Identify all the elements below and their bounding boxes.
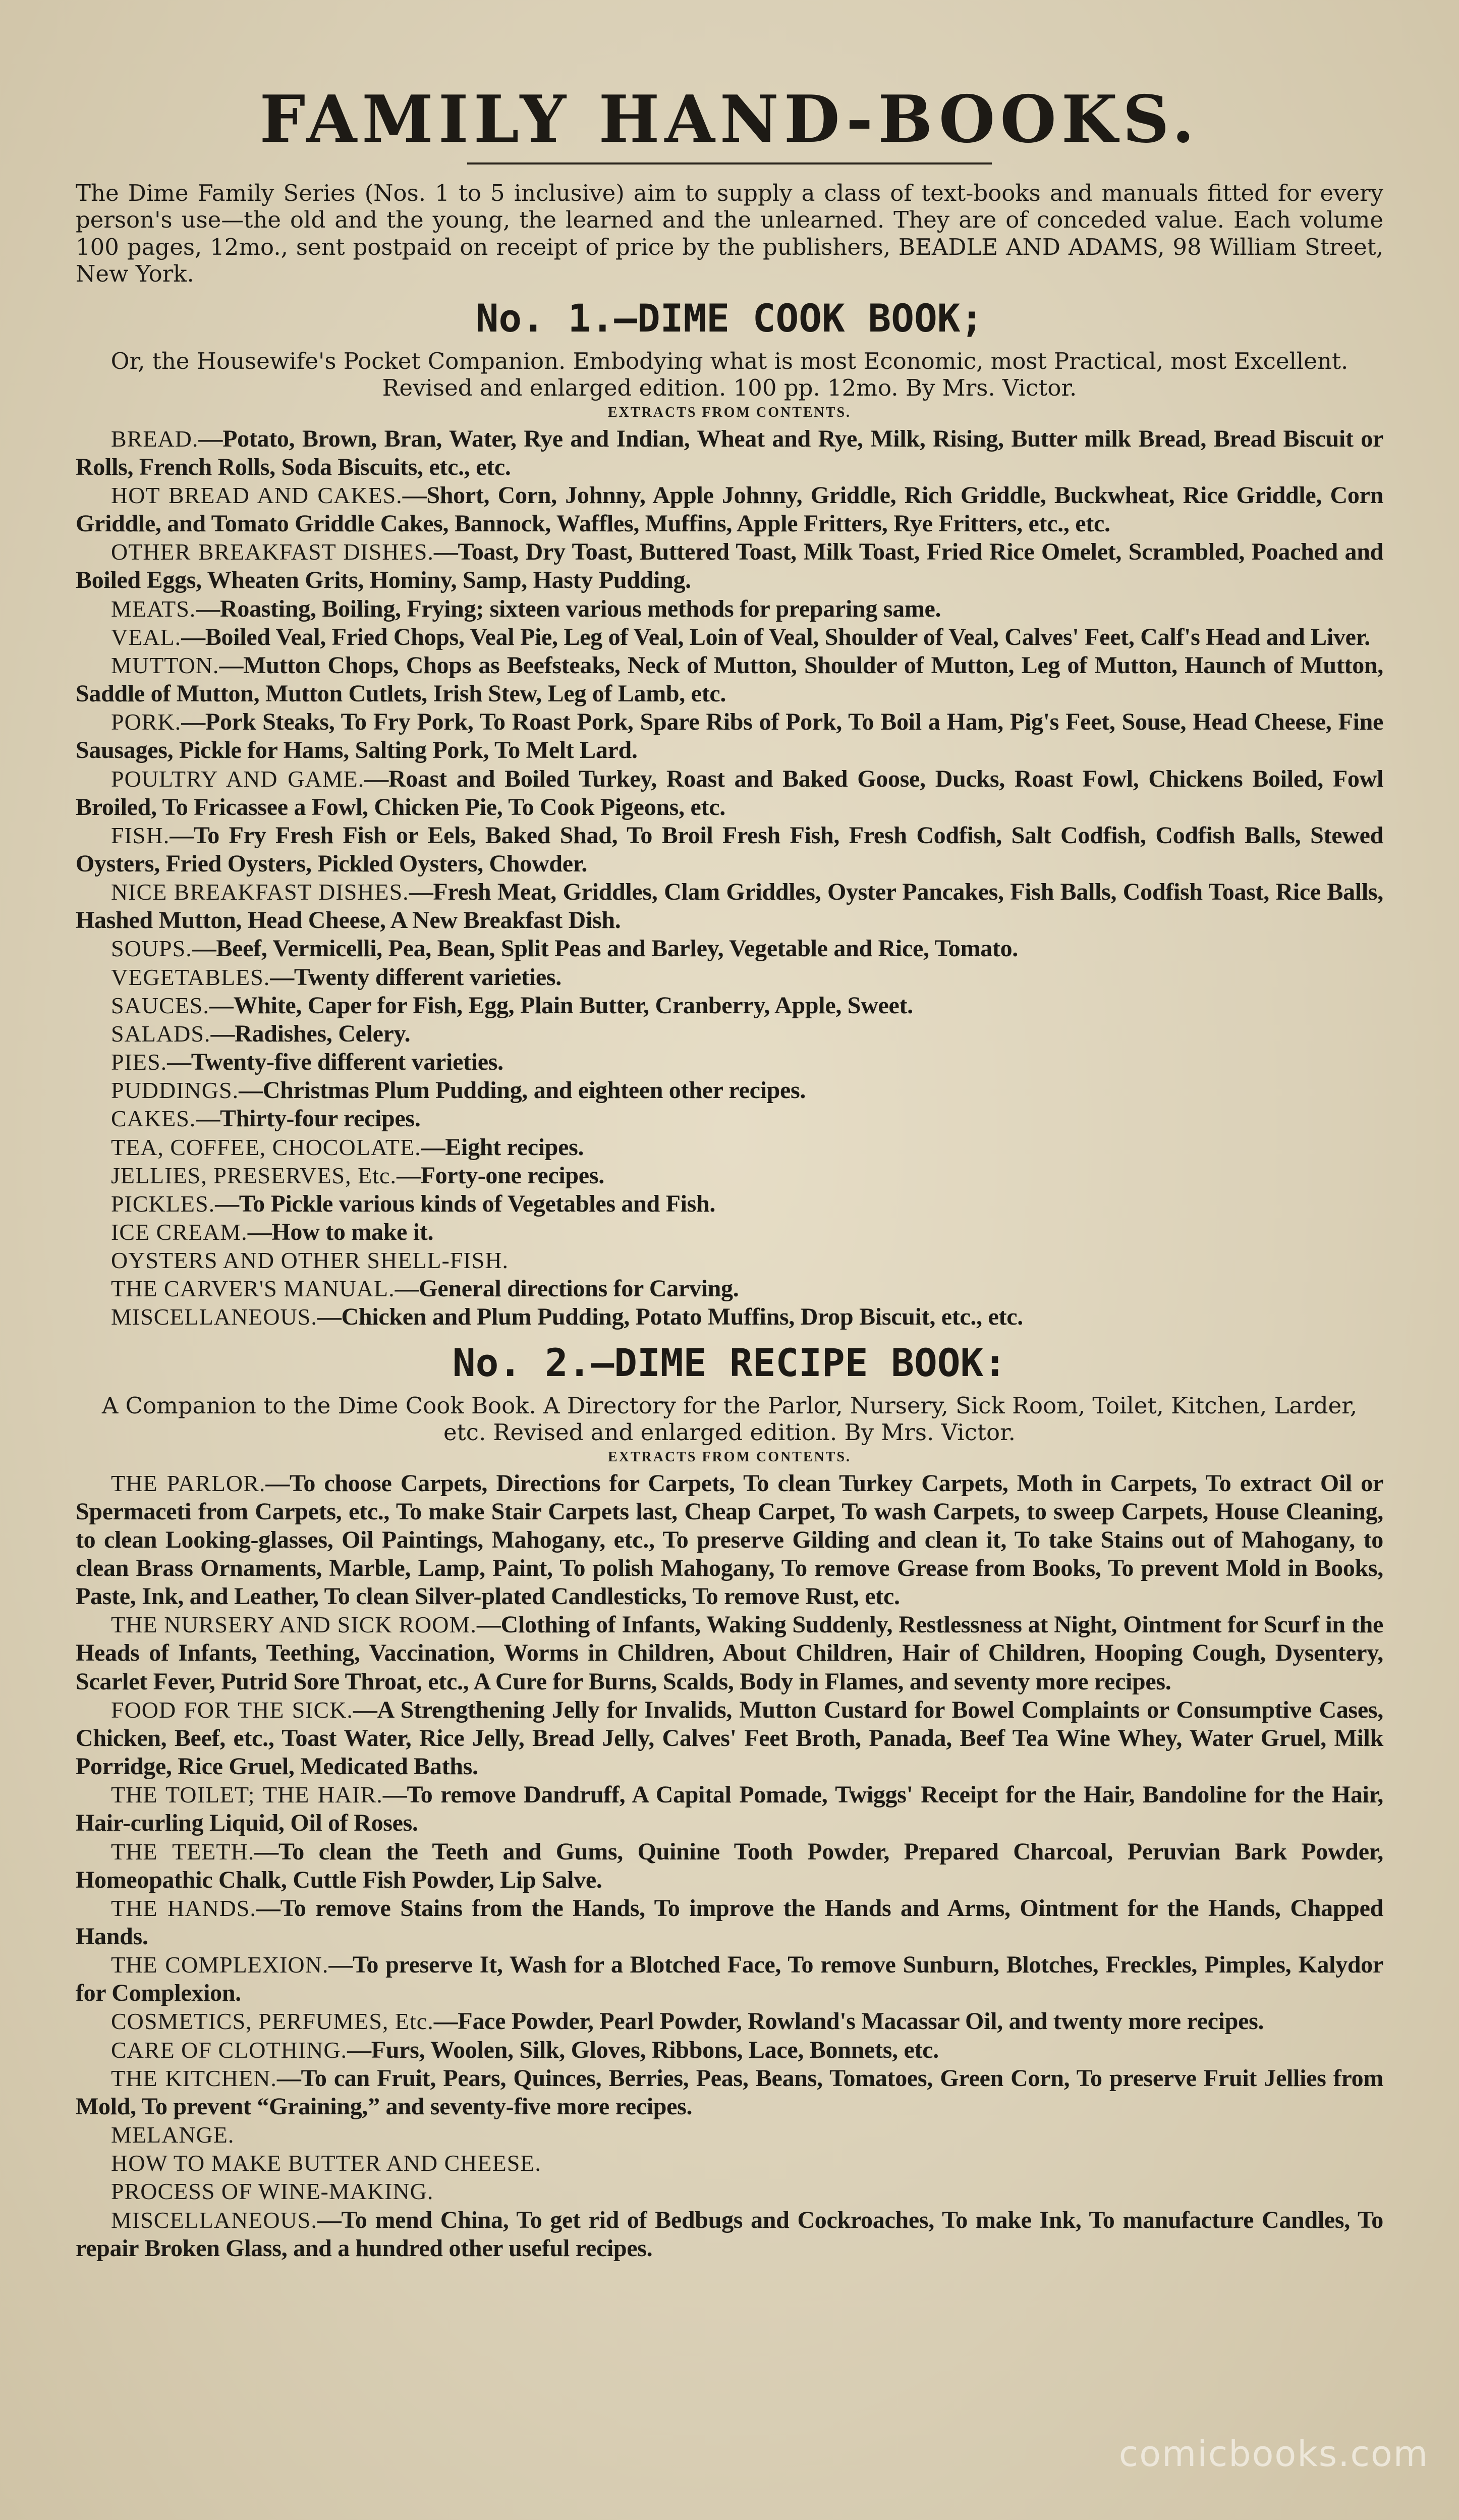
entry-heading: PUDDINGS. bbox=[111, 1077, 239, 1104]
book-subtitle: Or, the Housewife's Pocket Companion. Embodying what is most Economic, most Practical, most Excellent. Revised and enlarged edition. 100 pp. 12mo. By Mrs. Victor. bbox=[110, 348, 1349, 401]
entry-body: —Short, Corn, Johnny, Apple Johnny, Griddle, Rich Griddle, Buckwheat, Rice Griddle, Corn Griddle, and Tomato Griddle Cakes, Bannock, Waffles, Muffins, Apple Fritters, Rye Fritters, etc., etc. bbox=[76, 481, 1383, 537]
entry-heading: PICKLES. bbox=[111, 1190, 215, 1217]
entry-body: —Face Powder, Pearl Powder, Rowland's Macassar Oil, and twenty more recipes. bbox=[433, 2008, 1264, 2035]
list-item bbox=[76, 1162, 1383, 1190]
contents-list bbox=[76, 1469, 1383, 2263]
entry-body: —Radishes, Celery. bbox=[210, 1020, 411, 1047]
entry-body: —A Strengthening Jelly for Invalids, Mutton Custard for Bowel Complaints or Consumptive Cases, Chicken, Beef, etc., Toast Water, Rice Jelly, Bread Jelly, Calves' Feet Broth, Panada, Beef Tea Wine Whey, Water Gruel, Milk Porridge, Rice Gruel, Medicated Baths. bbox=[76, 1696, 1383, 1780]
entry-heading: JELLIES, PRESERVES, Etc. bbox=[111, 1162, 397, 1188]
entry-body: —To can Fruit, Pears, Quinces, Berries, Peas, Beans, Tomatoes, Green Corn, To preserve Fruit Jellies from Mold, To prevent “Graining,” and seventy-five more recipes. bbox=[76, 2064, 1383, 2120]
list-item bbox=[76, 1275, 1383, 1303]
entry-body: —Roast and Boiled Turkey, Roast and Baked Goose, Ducks, Roast Fowl, Chickens Boiled, Fowl Broiled, To Fricassee a Fowl, Chicken Pie, To Cook Pigeons, etc. bbox=[76, 765, 1383, 820]
entry-body: —Toast, Dry Toast, Buttered Toast, Milk Toast, Fried Rice Omelet, Scrambled, Poached and Boiled Eggs, Wheaten Grits, Hominy, Samp, Hasty Pudding. bbox=[76, 538, 1383, 594]
entry-body: —Fresh Meat, Griddles, Clam Griddles, Oyster Pancakes, Fish Balls, Codfish Toast, Rice Balls, Hashed Mutton, Head Cheese, A New Breakfast Dish. bbox=[76, 879, 1383, 934]
entry-heading: MEATS. bbox=[111, 595, 196, 622]
list-item bbox=[76, 1218, 1383, 1246]
entry-heading: SALADS. bbox=[111, 1020, 211, 1047]
entry-body: —To Fry Fresh Fish or Eels, Baked Shad, To Broil Fresh Fish, Fresh Codfish, Salt Codfish, Codfish Balls, Stewed Oysters, Fried Oysters, Pickled Oysters, Chowder. bbox=[76, 821, 1383, 877]
entry-body: —General directions for Carving. bbox=[395, 1275, 739, 1302]
entry-heading: MUTTON. bbox=[111, 652, 219, 678]
entry-heading: FISH. bbox=[111, 822, 170, 848]
list-item bbox=[76, 2036, 1383, 2064]
list-item bbox=[76, 1696, 1383, 1781]
entry-body: —To mend China, To get rid of Bedbugs and Cockroaches, To make Ink, To manufacture Candles, To repair Broken Glass, and a hundred other useful recipes. bbox=[76, 2206, 1383, 2262]
book-2-section bbox=[76, 1342, 1383, 2263]
entry-heading: SAUCES. bbox=[111, 992, 209, 1018]
list-item bbox=[76, 538, 1383, 594]
entry-heading: VEAL. bbox=[111, 624, 182, 650]
entry-heading: OTHER BREAKFAST DISHES. bbox=[111, 539, 434, 565]
book-1-section bbox=[76, 297, 1383, 1332]
entry-heading: HOT BREAD AND CAKES. bbox=[111, 482, 403, 508]
entry-body: —Forty-one recipes. bbox=[396, 1162, 604, 1189]
entry-heading: THE TEETH. bbox=[111, 1838, 255, 1865]
entry-body: —To clean the Teeth and Gums, Quinine Tooth Powder, Prepared Charcoal, Peruvian Bark Powder, Homeopathic Chalk, Cuttle Fish Powder, Lip Salve. bbox=[76, 1838, 1383, 1893]
intro-paragraph: The Dime Family Series (Nos. 1 to 5 inclusive) aim to supply a class of text-books and manuals fitted for every person's use—the old and the young, the learned and the unlearned. They are of conceded value. Each volume 100 pages, 12mo., sent postpaid on receipt of price by the publishers, BEADLE AND ADAMS, 98 William Street, New York. bbox=[76, 180, 1383, 287]
entry-body: —Twenty different varieties. bbox=[270, 963, 562, 991]
entry-heading: THE TOILET; THE HAIR. bbox=[111, 1782, 383, 1808]
list-item bbox=[76, 2121, 1383, 2149]
list-item bbox=[76, 878, 1383, 935]
entry-body: —How to make it. bbox=[247, 1219, 434, 1246]
book-title: No. 2.—DIME RECIPE BOOK: bbox=[452, 1340, 1007, 1385]
list-item bbox=[76, 1838, 1383, 1894]
entry-heading: VEGETABLES. bbox=[111, 964, 270, 990]
page-title: FAMILY HAND-BOOKS. bbox=[259, 82, 1200, 157]
entry-heading: POULTRY AND GAME. bbox=[111, 765, 365, 792]
entry-body: —To choose Carpets, Directions for Carpets, To clean Turkey Carpets, Moth in Carpets, To extract Oil or Spermaceti from Carpets, etc., To make Stair Carpets last, Cheap Carpet, To wash Carpets, to sweep Carpets, House Cleaning, to clean Looking-glasses, Oil Paintings, Mahogany, etc., To preserve Gilding and clean it, To take Stains out of Mahogany, to clean Brass Ornaments, Marble, Lamp, Paint, To polish Mahogany, To remove Grease from Books, To prevent Mold in Books, Paste, Ink, and Leather, To clean Silver-plated Candlesticks, To remove Rust, etc. bbox=[76, 1469, 1384, 1610]
list-item bbox=[76, 708, 1383, 764]
entry-body: —Roasting, Boiling, Frying; sixteen various methods for preparing same. bbox=[196, 595, 941, 622]
title-rule bbox=[467, 162, 992, 165]
entry-body: —Chicken and Plum Pudding, Potato Muffins, Drop Biscuit, etc., etc. bbox=[317, 1303, 1023, 1331]
list-item bbox=[76, 1781, 1383, 1837]
entry-heading: FOOD FOR THE SICK. bbox=[111, 1696, 353, 1723]
entry-heading: PORK. bbox=[111, 709, 182, 735]
entry-body: —Boiled Veal, Fried Chops, Veal Pie, Leg of Veal, Loin of Veal, Shoulder of Veal, Calves' Feet, Calf's Head and Liver. bbox=[181, 623, 1370, 650]
list-item bbox=[76, 1048, 1383, 1076]
entry-heading: PROCESS OF WINE-MAKING. bbox=[111, 2178, 434, 2205]
book-subtitle: A Companion to the Dime Cook Book. A Directory for the Parlor, Nursery, Sick Room, Toilet, Kitchen, Larder, etc. Revised and enlarged edition. By Mrs. Victor. bbox=[101, 1392, 1358, 1446]
list-item bbox=[76, 2064, 1383, 2121]
list-item bbox=[76, 1303, 1383, 1331]
entry-body: —White, Caper for Fish, Egg, Plain Butter, Cranberry, Apple, Sweet. bbox=[209, 992, 913, 1019]
entry-heading: CAKES. bbox=[111, 1106, 196, 1132]
entry-heading: THE PARLOR. bbox=[111, 1470, 266, 1496]
contents-list bbox=[76, 425, 1383, 1332]
entry-body: —Beef, Vermicelli, Pea, Bean, Split Peas and Barley, Vegetable and Rice, Tomato. bbox=[192, 935, 1018, 962]
list-item bbox=[76, 1246, 1383, 1275]
entry-heading: THE HANDS. bbox=[111, 1895, 256, 1921]
list-item bbox=[76, 1894, 1383, 1951]
entry-body: —To Pickle various kinds of Vegetables and Fish. bbox=[215, 1190, 716, 1217]
extracts-label: EXTRACTS FROM CONTENTS. bbox=[607, 404, 852, 420]
list-item bbox=[76, 992, 1383, 1020]
entry-heading: MISCELLANEOUS. bbox=[111, 1304, 317, 1330]
list-item bbox=[76, 1190, 1383, 1218]
entry-heading: COSMETICS, PERFUMES, Etc. bbox=[111, 2008, 434, 2035]
list-item bbox=[76, 623, 1383, 651]
entry-heading: THE CARVER'S MANUAL. bbox=[111, 1276, 395, 1302]
entry-heading: THE COMPLEXION. bbox=[111, 1952, 329, 1978]
list-item bbox=[76, 2177, 1383, 2206]
entry-body: —Twenty-five different varieties. bbox=[167, 1049, 503, 1076]
list-item bbox=[76, 821, 1383, 878]
entry-heading: OYSTERS AND OTHER SHELL-FISH. bbox=[111, 1247, 509, 1274]
entry-heading: BREAD. bbox=[111, 425, 199, 452]
list-item bbox=[76, 2007, 1383, 2036]
entry-heading: SOUPS. bbox=[111, 936, 192, 962]
entry-body: —Potato, Brown, Bran, Water, Rye and Indian, Wheat and Rye, Milk, Rising, Butter milk Bread, Bread Biscuit or Rolls, French Rolls, Soda Biscuits, etc., etc. bbox=[76, 425, 1383, 480]
list-item bbox=[76, 1020, 1383, 1048]
list-item bbox=[76, 425, 1383, 481]
entry-heading: MISCELLANEOUS. bbox=[111, 2207, 317, 2233]
list-item bbox=[76, 595, 1383, 623]
list-item bbox=[76, 765, 1383, 821]
entry-heading: PIES. bbox=[111, 1049, 167, 1075]
list-item bbox=[76, 651, 1383, 708]
list-item bbox=[76, 963, 1383, 992]
list-item bbox=[76, 1611, 1383, 1695]
entry-body: —Thirty-four recipes. bbox=[196, 1105, 421, 1132]
entry-body: —Christmas Plum Pudding, and eighteen other recipes. bbox=[239, 1077, 806, 1104]
entry-body: —Clothing of Infants, Waking Suddenly, Restlessness at Night, Ointment for Scurf in the Heads of Infants, Teething, Vaccination, Worms in Children, About Children, Hair of Children, Hooping Cough, Dysentery, Scarlet Fever, Putrid Sore Throat, etc., A Cure for Burns, Scalds, Body in Flames, and seventy more recipes. bbox=[76, 1611, 1383, 1695]
list-item bbox=[76, 1133, 1383, 1162]
list-item bbox=[76, 1469, 1383, 1611]
entry-heading: HOW TO MAKE BUTTER AND CHEESE. bbox=[111, 2150, 541, 2176]
entry-body: —To remove Dandruff, A Capital Pomade, Twiggs' Receipt for the Hair, Bandoline for the Hair, Hair-curling Liquid, Oil of Roses. bbox=[76, 1781, 1383, 1837]
list-item bbox=[76, 481, 1383, 538]
entry-body: —Eight recipes. bbox=[421, 1133, 584, 1161]
entry-heading: TEA, COFFEE, CHOCOLATE. bbox=[111, 1134, 421, 1160]
entry-heading: NICE BREAKFAST DISHES. bbox=[111, 879, 409, 905]
entry-body: —Pork Steaks, To Fry Pork, To Roast Pork, Spare Ribs of Pork, To Boil a Ham, Pig's Feet, Souse, Head Cheese, Fine Sausages, Pickle for Hams, Salting Pork, To Melt Lard. bbox=[76, 708, 1383, 764]
entry-heading: MELANGE. bbox=[111, 2122, 235, 2148]
entry-heading: ICE CREAM. bbox=[111, 1219, 248, 1245]
list-item bbox=[76, 2206, 1383, 2263]
entry-body: —Furs, Woolen, Silk, Gloves, Ribbons, Lace, Bonnets, etc. bbox=[347, 2036, 939, 2063]
entry-body: —To preserve It, Wash for a Blotched Face, To remove Sunburn, Blotches, Freckles, Pimples, Kalydor for Complexion. bbox=[76, 1951, 1384, 2007]
watermark: comicbooks.com bbox=[1118, 2433, 1429, 2475]
entry-heading: CARE OF CLOTHING. bbox=[111, 2037, 348, 2063]
book-title: No. 1.—DIME COOK BOOK; bbox=[475, 295, 984, 341]
entry-heading: THE NURSERY AND SICK ROOM. bbox=[111, 1612, 477, 1638]
list-item bbox=[76, 1951, 1383, 2007]
entry-body: —Mutton Chops, Chops as Beefsteaks, Neck of Mutton, Shoulder of Mutton, Leg of Mutton, Haunch of Mutton, Saddle of Mutton, Mutton Cutlets, Irish Stew, Leg of Lamb, etc. bbox=[76, 651, 1383, 707]
list-item bbox=[76, 2149, 1383, 2177]
list-item bbox=[76, 935, 1383, 963]
extracts-label: EXTRACTS FROM CONTENTS. bbox=[607, 1449, 852, 1465]
list-item bbox=[76, 1105, 1383, 1133]
entry-body: —To remove Stains from the Hands, To improve the Hands and Arms, Ointment for the Hands, Chapped Hands. bbox=[76, 1894, 1383, 1950]
list-item bbox=[76, 1076, 1383, 1105]
entry-heading: THE KITCHEN. bbox=[111, 2065, 277, 2091]
